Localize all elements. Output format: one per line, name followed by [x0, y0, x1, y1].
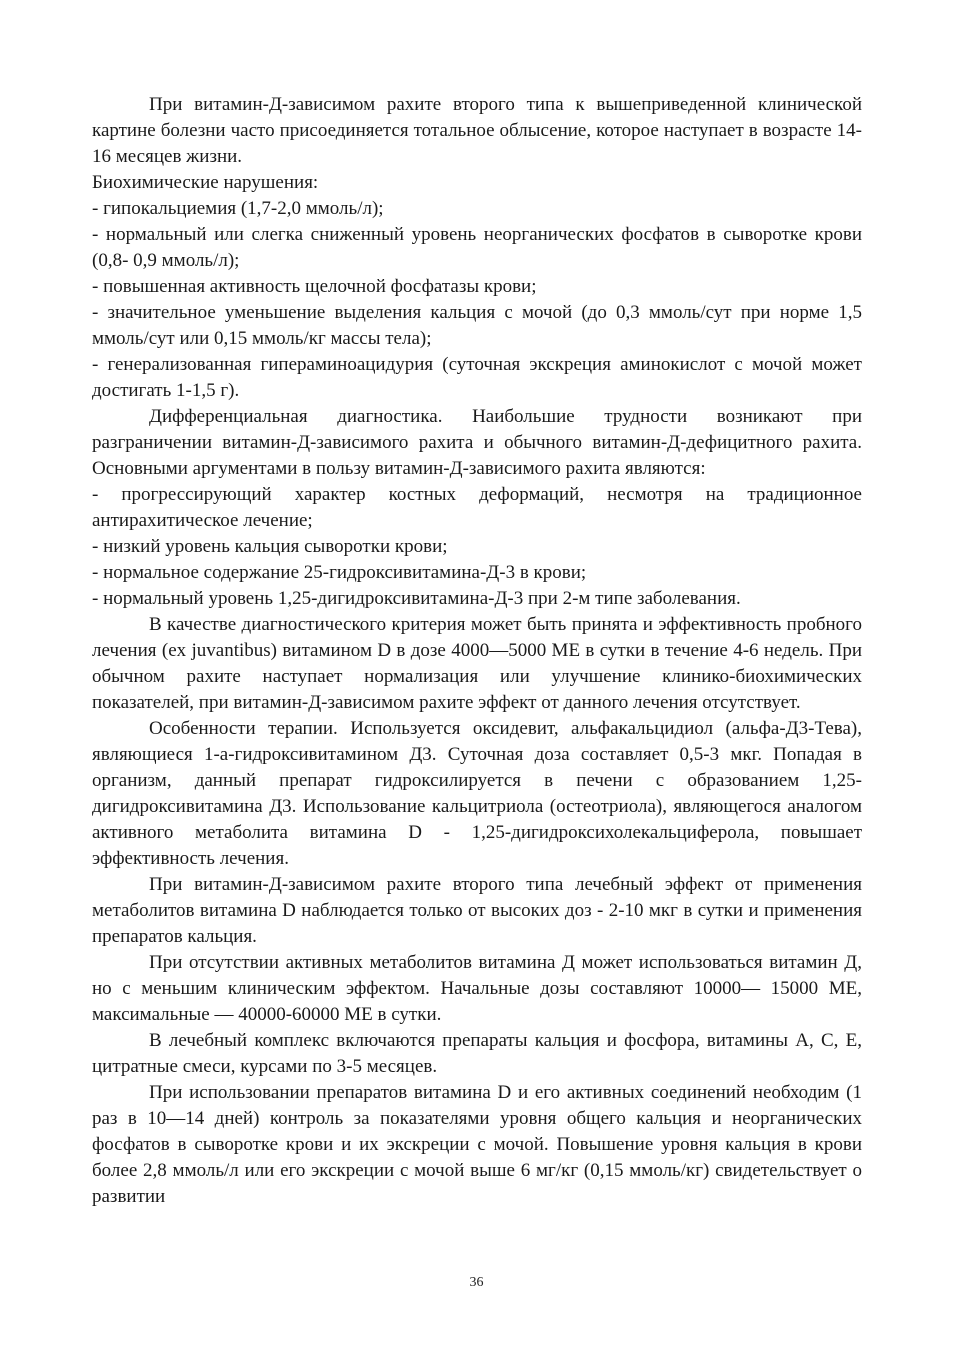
body-paragraph: При витамин-Д-зависимом рахите второго типа лечебный эффект от применения метаболитов витамина D наблюдается только от высоких доз - 2-10 мкг в сутки и применения препаратов кальция.	[92, 874, 862, 947]
body-paragraph: При отсутствии активных метаболитов витамина Д может использоваться витамин Д, но с меньшим клиническим эффектом. Начальные дозы составляют 10000— 15000 МЕ, максимальные — 40000-60000 МЕ в сутки.	[92, 952, 862, 1025]
body-paragraph: Дифференциальная диагностика. Наибольшие трудности возникают при разграничении витамин-Д-зависимого рахита и обычного витамин-Д-дефицитного рахита. Основными аргументами в пользу витамин-Д-зависимого рахита являются:	[92, 406, 862, 479]
list-line: Биохимические нарушения:	[92, 172, 319, 193]
body-paragraph: При использовании препаратов витамина D и его активных соединений необходим (1 раз в 10—14 дней) контроль за показателями уровня общего кальция и неорганических фосфатов в сыворотке крови и их экскреции с мочой. Повышение уровня кальция в крови более 2,8 ммоль/л или его экскреции с мочой выше 6 мг/кг (0,15 ммоль/кг) свидетельствует о развитии	[92, 1082, 862, 1207]
page-body	[92, 92, 862, 1210]
list-line: - генерализованная гипераминоацидурия (суточная экскреция аминокислот с мочой может достигать 1-1,5 г).	[92, 354, 862, 401]
page-number: 36	[469, 1275, 484, 1290]
list-line: - гипокальциемия (1,7-2,0 ммоль/л);	[92, 198, 384, 219]
list-line: - нормальное содержание 25-гидроксивитамина-Д-3 в крови;	[92, 562, 587, 583]
list-line: - прогрессирующий характер костных деформаций, несмотря на традиционное антирахитическое лечение;	[92, 484, 862, 531]
list-line: - низкий уровень кальция сыворотки крови;	[92, 536, 448, 557]
body-paragraph: Особенности терапии. Используется оксидевит, альфакальцидиол (альфа-Д3-Тева), являющиеся 1-а-гидроксивитамином Д3. Суточная доза составляет 0,5-3 мкг. Попадая в организм, данный препарат гидроксилируется в печени с образованием 1,25-дигидроксивитамина Д3. Использование кальцитриола (остеотриола), являющегося аналогом активного метаболита витамина D - 1,25-дигидроксихолекальциферола, повышает эффективность лечения.	[92, 718, 862, 869]
list-line: - повышенная активность щелочной фосфатазы крови;	[92, 276, 537, 297]
body-paragraph: При витамин-Д-зависимом рахите второго типа к вышеприведенной клинической картине болезни часто присоединяется тотальное облысение, которое наступает в возрасте 14-16 месяцев жизни.	[92, 94, 862, 167]
list-line: - нормальный уровень 1,25-дигидроксивитамина-Д-3 при 2-м типе заболевания.	[92, 588, 741, 609]
body-paragraph: В качестве диагностического критерия может быть принята и эффективность пробного лечения (ex juvantibus) витамином D в дозе 4000—5000 МЕ в сутки в течение 4-6 недель. При обычном рахите наступает нормализация или улучшение клинико-биохимических показателей, при витамин-Д-зависимом рахите эффект от данного лечения отсутствует.	[92, 614, 862, 713]
list-line: - значительное уменьшение выделения кальция с мочой (до 0,3 ммоль/сут при норме 1,5 ммоль/сут или 0,15 ммоль/кг массы тела);	[92, 302, 862, 349]
body-paragraph: В лечебный комплекс включаются препараты кальция и фосфора, витамины А, С, Е, цитратные смеси, курсами по 3-5 месяцев.	[92, 1030, 862, 1077]
list-line: - нормальный или слегка сниженный уровень неорганических фосфатов в сыворотке крови (0,8- 0,9 ммоль/л);	[92, 224, 862, 271]
